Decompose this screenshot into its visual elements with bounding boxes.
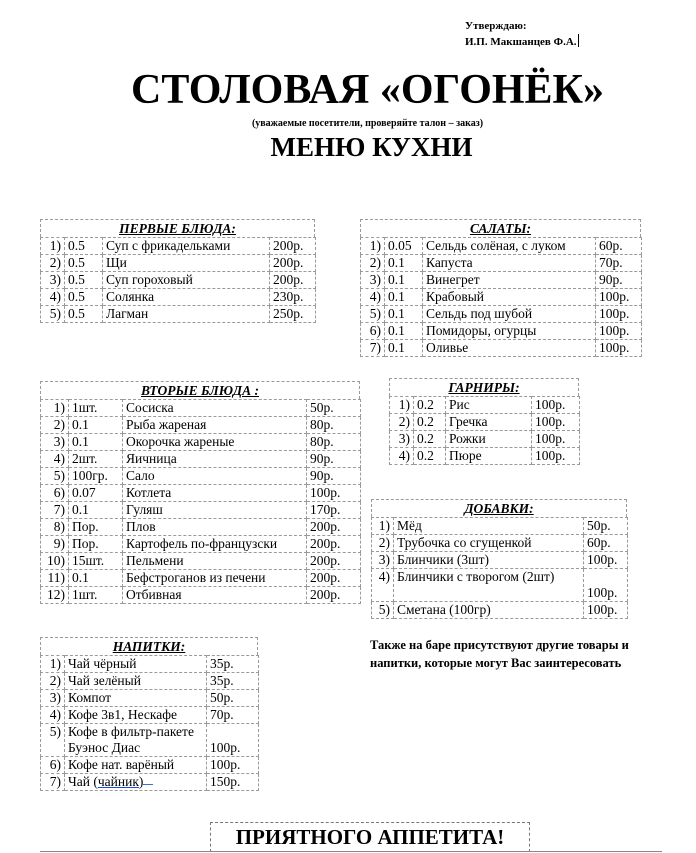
- menu-row: [41, 690, 259, 707]
- item-portion: 0.05: [385, 238, 423, 255]
- item-name: Чай чёрный: [65, 656, 207, 673]
- approval-signer: И.П. Макшанцев Ф.А.: [465, 36, 577, 48]
- item-portion: 0.1: [69, 570, 123, 587]
- item-price: 100р.: [584, 569, 628, 602]
- item-portion: 1шт.: [69, 400, 123, 417]
- item-name: Лагман: [103, 306, 270, 323]
- item-portion: 1шт.: [69, 587, 123, 604]
- item-number: 2): [41, 255, 65, 272]
- menu-row: [41, 400, 361, 417]
- menu-row: [41, 272, 316, 289]
- section-first-courses: [40, 219, 315, 323]
- menu-row: [390, 397, 580, 414]
- item-number: 1): [361, 238, 385, 255]
- item-name: Сельдь под шубой: [423, 306, 596, 323]
- menu-rows: [361, 238, 642, 357]
- item-price: 100р.: [584, 552, 628, 569]
- item-number: 10): [41, 553, 69, 570]
- item-portion: 15шт.: [69, 553, 123, 570]
- item-price: 200р.: [307, 553, 361, 570]
- menu-row: [41, 417, 361, 434]
- item-number: 1): [41, 656, 65, 673]
- approval-line-2: [465, 34, 579, 50]
- menu-table: [389, 396, 580, 465]
- item-price: 50р.: [584, 518, 628, 535]
- item-name: Блинчики (3шт): [394, 552, 584, 569]
- item-number: 3): [41, 272, 65, 289]
- item-number: 12): [41, 587, 69, 604]
- menu-table: [40, 399, 361, 604]
- item-price: 200р.: [270, 238, 316, 255]
- item-number: 2): [41, 673, 65, 690]
- menu-table: [40, 237, 316, 323]
- item-price: 100р.: [596, 306, 642, 323]
- item-price: 35р.: [207, 673, 259, 690]
- item-name: Рыба жареная: [123, 417, 307, 434]
- item-number: 11): [41, 570, 69, 587]
- item-portion: 0.07: [69, 485, 123, 502]
- item-number: 4): [361, 289, 385, 306]
- item-portion: 0.1: [385, 306, 423, 323]
- item-number: 6): [41, 485, 69, 502]
- item-price: 50р.: [307, 400, 361, 417]
- item-portion: 0.5: [65, 255, 103, 272]
- item-name: Кофе нат. варёный: [65, 757, 207, 774]
- item-name: Кофе 3в1, Нескафе: [65, 707, 207, 724]
- item-price: 200р.: [270, 255, 316, 272]
- item-number: 7): [41, 502, 69, 519]
- item-name: Окорочка жареные: [123, 434, 307, 451]
- menu-row: [41, 306, 316, 323]
- item-price: 100р.: [532, 397, 580, 414]
- bottom-divider: [40, 851, 662, 852]
- section-title: ГАРНИРЫ:: [389, 378, 579, 396]
- item-price: 100р.: [596, 323, 642, 340]
- menu-row: [361, 238, 642, 255]
- item-name: Яичница: [123, 451, 307, 468]
- approval-block: [465, 18, 579, 50]
- item-name: Компот: [65, 690, 207, 707]
- menu-table: [40, 655, 259, 791]
- item-number: 5): [361, 306, 385, 323]
- item-price: 70р.: [207, 707, 259, 724]
- item-portion: 2шт.: [69, 451, 123, 468]
- text-cursor: [578, 34, 579, 47]
- menu-row: [361, 340, 642, 357]
- bar-note: Также на баре присутствуют другие товары и напитки, которые могут Вас заинтересовать: [370, 638, 629, 670]
- menu-row: [361, 272, 642, 289]
- menu-row: [41, 553, 361, 570]
- item-price: 60р.: [584, 535, 628, 552]
- item-price: 60р.: [596, 238, 642, 255]
- approval-line-1: Утверждаю:: [465, 20, 527, 32]
- item-number: 4): [41, 707, 65, 724]
- item-price: 70р.: [596, 255, 642, 272]
- item-portion: 0.1: [385, 340, 423, 357]
- item-name: Солянка: [103, 289, 270, 306]
- item-price: 90р.: [307, 468, 361, 485]
- item-portion: 0.2: [414, 431, 446, 448]
- menu-table: [360, 237, 642, 357]
- menu-rows: [372, 518, 628, 619]
- menu-row: [361, 323, 642, 340]
- menu-row: [41, 724, 259, 757]
- item-number: 7): [361, 340, 385, 357]
- section-title: НАПИТКИ:: [40, 637, 258, 655]
- item-number: 1): [41, 400, 69, 417]
- item-name: Гуляш: [123, 502, 307, 519]
- item-portion: 0.1: [385, 323, 423, 340]
- menu-row: [41, 570, 361, 587]
- menu-row: [41, 519, 361, 536]
- item-number: 3): [372, 552, 394, 569]
- item-price: 90р.: [307, 451, 361, 468]
- item-name: Чай (чайник): [65, 774, 207, 791]
- item-number: 2): [361, 255, 385, 272]
- item-portion: 0.1: [69, 434, 123, 451]
- item-number: 5): [41, 306, 65, 323]
- item-portion: 0.2: [414, 448, 446, 465]
- section-title: ВТОРЫЕ БЛЮДА :: [40, 381, 360, 399]
- item-price: 170р.: [307, 502, 361, 519]
- item-price: 150р.: [207, 774, 259, 791]
- item-name: Мёд: [394, 518, 584, 535]
- item-name: Рожки: [446, 431, 532, 448]
- item-number: 5): [41, 724, 65, 757]
- item-name: Гречка: [446, 414, 532, 431]
- menu-row: [41, 536, 361, 553]
- item-number: 2): [372, 535, 394, 552]
- item-price: 230р.: [270, 289, 316, 306]
- item-price: 200р.: [307, 519, 361, 536]
- menu-row: [361, 255, 642, 272]
- item-number: 4): [41, 289, 65, 306]
- item-name: Плов: [123, 519, 307, 536]
- item-portion: 0.5: [65, 238, 103, 255]
- item-name: Оливье: [423, 340, 596, 357]
- menu-row: [41, 757, 259, 774]
- item-name: Трубочка со сгущенкой: [394, 535, 584, 552]
- item-portion: 0.1: [69, 417, 123, 434]
- menu-row: [372, 602, 628, 619]
- item-number: 5): [372, 602, 394, 619]
- item-price: 90р.: [596, 272, 642, 289]
- item-number: 3): [390, 431, 414, 448]
- menu-rows: [390, 397, 580, 465]
- item-name: Суп с фрикадельками: [103, 238, 270, 255]
- section-second-courses: [40, 381, 360, 604]
- item-number: 7): [41, 774, 65, 791]
- item-name: Пюре: [446, 448, 532, 465]
- item-name: Блинчики с творогом (2шт): [394, 569, 584, 602]
- item-name: Щи: [103, 255, 270, 272]
- menu-row: [41, 707, 259, 724]
- item-price: 100р.: [596, 340, 642, 357]
- menu-row: [372, 535, 628, 552]
- item-number: 1): [372, 518, 394, 535]
- item-number: 3): [41, 690, 65, 707]
- item-price: 200р.: [307, 536, 361, 553]
- item-name: Пельмени: [123, 553, 307, 570]
- item-name: Кофе в фильтр-пакете Буэнос Диас: [65, 724, 207, 757]
- item-number: 4): [372, 569, 394, 602]
- menu-rows: [41, 656, 259, 791]
- menu-row: [361, 306, 642, 323]
- section-title: ДОБАВКИ:: [371, 499, 627, 517]
- item-portion: Пор.: [69, 536, 123, 553]
- item-number: 2): [390, 414, 414, 431]
- item-price: 100р.: [584, 602, 628, 619]
- item-price: 80р.: [307, 434, 361, 451]
- section-drinks: [40, 637, 258, 791]
- item-portion: 0.1: [69, 502, 123, 519]
- item-name: Бефстроганов из печени: [123, 570, 307, 587]
- item-name: Капуста: [423, 255, 596, 272]
- item-name: Сметана (100гр): [394, 602, 584, 619]
- menu-row: [41, 587, 361, 604]
- item-price: 200р.: [307, 587, 361, 604]
- item-number: 3): [41, 434, 69, 451]
- menu-row: [41, 238, 316, 255]
- item-portion: 0.2: [414, 397, 446, 414]
- item-name: Чай зелёный: [65, 673, 207, 690]
- item-price: 100р.: [532, 431, 580, 448]
- item-price: 250р.: [270, 306, 316, 323]
- item-price: 80р.: [307, 417, 361, 434]
- item-name: Сельдь солёная, с луком: [423, 238, 596, 255]
- item-number: 1): [41, 238, 65, 255]
- item-name: Помидоры, огурцы: [423, 323, 596, 340]
- item-portion: Пор.: [69, 519, 123, 536]
- item-name: Суп гороховый: [103, 272, 270, 289]
- menu-row: [372, 569, 628, 602]
- menu-row: [41, 289, 316, 306]
- item-number: 8): [41, 519, 69, 536]
- menu-row: [41, 774, 259, 791]
- menu-rows: [41, 238, 316, 323]
- menu-table: [371, 517, 628, 619]
- cafe-title: СТОЛОВАЯ «ОГОНЁК»: [130, 67, 604, 113]
- section-extras: [371, 499, 627, 619]
- section-title: САЛАТЫ:: [360, 219, 641, 237]
- item-name: Крабовый: [423, 289, 596, 306]
- item-number: 9): [41, 536, 69, 553]
- item-price: 200р.: [307, 570, 361, 587]
- menu-row: [372, 518, 628, 535]
- menu-row: [41, 468, 361, 485]
- footer-banner: ПРИЯТНОГО АППЕТИТА!: [210, 822, 530, 852]
- item-portion: 0.5: [65, 289, 103, 306]
- item-number: 6): [41, 757, 65, 774]
- menu-row: [41, 502, 361, 519]
- item-portion: 0.5: [65, 272, 103, 289]
- subtitle: (уважаемые посетители, проверяйте талон – заказ): [251, 118, 484, 129]
- item-number: 1): [390, 397, 414, 414]
- item-name: Винегрет: [423, 272, 596, 289]
- item-portion: 0.1: [385, 289, 423, 306]
- item-number: 5): [41, 468, 69, 485]
- item-price: 35р.: [207, 656, 259, 673]
- item-number: 3): [361, 272, 385, 289]
- item-portion: 0.1: [385, 272, 423, 289]
- menu-row: [41, 434, 361, 451]
- item-portion: 100гр.: [69, 468, 123, 485]
- item-number: 2): [41, 417, 69, 434]
- item-price: 100р.: [532, 414, 580, 431]
- item-name: Отбивная: [123, 587, 307, 604]
- menu-row: [372, 552, 628, 569]
- item-price: 200р.: [270, 272, 316, 289]
- item-number: 4): [41, 451, 69, 468]
- item-price: 100р.: [207, 757, 259, 774]
- menu-rows: [41, 400, 361, 604]
- item-price: 50р.: [207, 690, 259, 707]
- item-number: 6): [361, 323, 385, 340]
- item-name: Котлета: [123, 485, 307, 502]
- menu-row: [41, 485, 361, 502]
- menu-row: [41, 255, 316, 272]
- section-title: ПЕРВЫЕ БЛЮДА:: [40, 219, 315, 237]
- item-price: 100р.: [596, 289, 642, 306]
- menu-row: [390, 448, 580, 465]
- menu-row: [390, 414, 580, 431]
- menu-row: [41, 451, 361, 468]
- item-price: 100р.: [532, 448, 580, 465]
- item-portion: 0.5: [65, 306, 103, 323]
- item-portion: 0.1: [385, 255, 423, 272]
- item-name: Рис: [446, 397, 532, 414]
- item-price: 100р.: [307, 485, 361, 502]
- item-number: 4): [390, 448, 414, 465]
- menu-row: [390, 431, 580, 448]
- item-name: Картофель по-французски: [123, 536, 307, 553]
- item-name: Сосиска: [123, 400, 307, 417]
- section-salads: [360, 219, 641, 357]
- section-garnishes: [389, 378, 579, 465]
- menu-row: [361, 289, 642, 306]
- item-price: 100р.: [207, 724, 259, 757]
- menu-row: [41, 656, 259, 673]
- item-portion: 0.2: [414, 414, 446, 431]
- menu-row: [41, 673, 259, 690]
- item-name: Сало: [123, 468, 307, 485]
- menu-heading: МЕНЮ КУХНИ: [270, 132, 473, 162]
